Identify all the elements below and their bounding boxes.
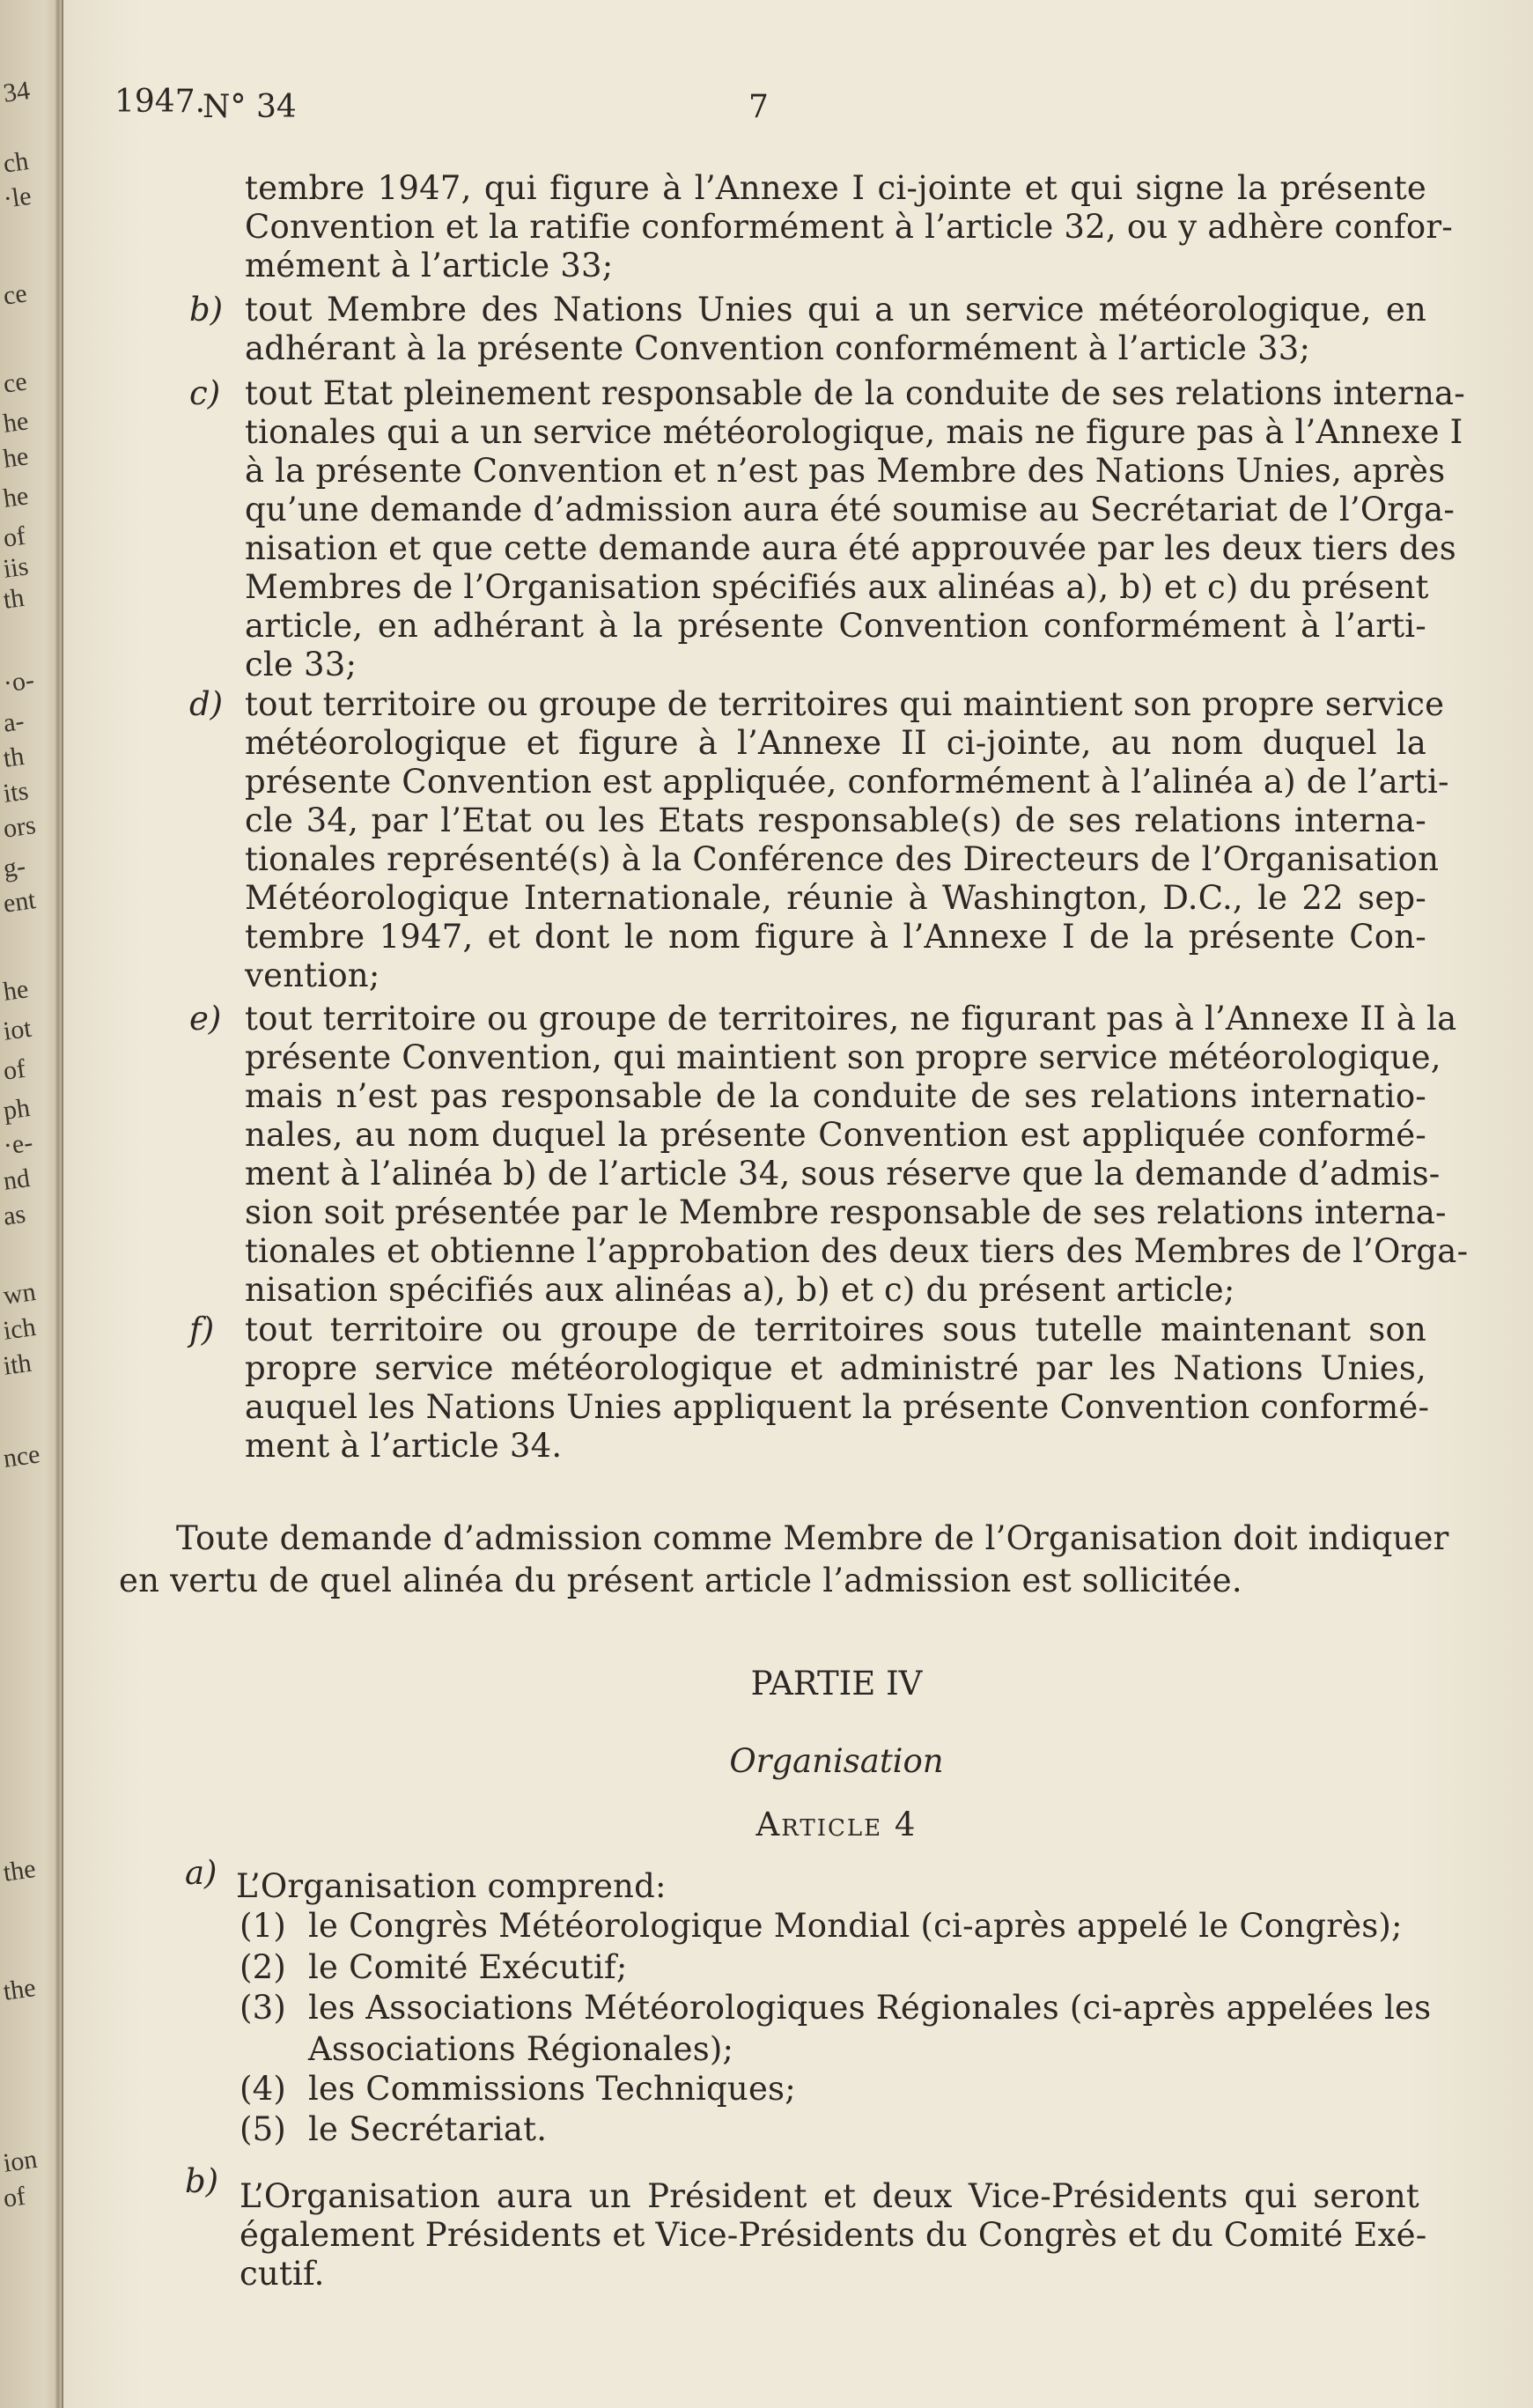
article-b-line: également Présidents et Vice-Présidents du Congrès et du Comité Exé- <box>240 2216 1427 2254</box>
article-title: Article 4 <box>755 1806 918 1843</box>
paragraph-line: ment à l’alinéa b) de l’article 34, sous réserve que la demande d’admis- <box>245 1155 1441 1193</box>
adjacent-page-gutter <box>0 0 63 2408</box>
gutter-word: he <box>1 481 31 513</box>
article-intro: L’Organisation comprend: <box>236 1867 667 1905</box>
gutter-word: he <box>1 406 31 439</box>
gutter-word: the <box>1 1854 38 1887</box>
paragraph-line: nisation spécifiés aux alinéas a), b) et c) du présent article; <box>245 1271 1235 1309</box>
gutter-word: he <box>1 441 31 474</box>
paragraph-line: adhérant à la présente Convention conformément à l’article 33; <box>245 329 1311 367</box>
paragraph-line: météorologique et figure à l’Annexe II ci-jointe, au nom duquel la <box>245 724 1426 762</box>
paragraph-line: tout territoire ou groupe de territoires, ne figurant pas à l’Annexe II à la <box>245 1000 1457 1038</box>
paragraph-line: Convention et la ratifie conformément à l’article 32, ou y adhère confor- <box>245 208 1453 246</box>
gutter-word: ent <box>1 885 38 919</box>
paragraph-line: vention; <box>245 957 380 994</box>
header-number: N° 34 <box>203 89 297 125</box>
paragraph-line: mément à l’article 33; <box>245 247 614 284</box>
item-label-f: f) <box>189 1311 215 1348</box>
closing-line: en vertu de quel alinéa du présent article l’admission est sollicitée. <box>119 1562 1242 1599</box>
paragraph-line: tout territoire ou groupe de territoires qui maintient son propre service <box>245 685 1445 723</box>
paragraph-line: Météorologique Internationale, réunie à Washington, D.C., le 22 sep- <box>245 879 1426 917</box>
list-item: les Commissions Techniques; <box>308 2070 796 2108</box>
item-label-b2: b) <box>185 2162 219 2200</box>
gutter-word: ce <box>1 366 29 399</box>
paragraph-line: tout Membre des Nations Unies qui a un service météorologique, en <box>245 291 1426 329</box>
gutter-word: nce <box>1 1439 42 1474</box>
paragraph-line: ment à l’article 34. <box>245 1427 563 1465</box>
gutter-word: ors <box>1 810 38 844</box>
paragraph-line: tembre 1947, et dont le nom figure à l’Annexe I de la présente Con- <box>245 918 1426 956</box>
list-item: Associations Régionales); <box>308 2030 734 2068</box>
paragraph-line: tionales et obtienne l’approbation des deux tiers des Membres de l’Orga- <box>245 1232 1469 1270</box>
paragraph-line: propre service météorologique et administré par les Nations Unies, <box>245 1349 1426 1387</box>
gutter-word: wn <box>1 1277 38 1311</box>
gutter-word: of <box>1 1053 27 1086</box>
paragraph-line: tout Etat pleinement responsable de la conduite de ses relations interna- <box>245 374 1465 412</box>
page-number: 7 <box>748 89 769 125</box>
part-title: PARTIE IV <box>750 1665 923 1703</box>
list-number: (2) <box>240 1948 287 1986</box>
paragraph-line: article, en adhérant à la présente Convention conformément à l’arti- <box>245 607 1426 645</box>
gutter-word: ·o- <box>1 665 36 698</box>
gutter-word: of <box>1 2181 27 2213</box>
gutter-word: the <box>1 1973 38 2006</box>
gutter-word: he <box>1 974 31 1007</box>
paragraph-line: nisation et que cette demande aura été approuvée par les deux tiers des <box>245 529 1456 567</box>
gutter-word: ·e- <box>1 1127 35 1161</box>
paragraph-line: tionales représenté(s) à la Conférence des Directeurs de l’Organisation <box>245 840 1440 878</box>
list-number: (1) <box>240 1907 287 1945</box>
gutter-word: th <box>1 741 26 773</box>
gutter-word: ch <box>1 146 31 179</box>
list-item: les Associations Météorologiques Régionales (ci-après appelées les <box>308 1989 1432 2027</box>
gutter-word: th <box>1 582 26 615</box>
gutter-word: a- <box>1 705 26 738</box>
gutter-word: ich <box>1 1312 38 1346</box>
closing-line: Toute demande d’admission comme Membre de l’Organisation doit indiquer <box>176 1519 1449 1557</box>
gutter-word: iis <box>1 551 31 584</box>
paragraph-line: auquel les Nations Unies appliquent la présente Convention conformé- <box>245 1388 1430 1426</box>
paragraph-line: qu’une demande d’admission aura été soumise au Secrétariat de l’Orga- <box>245 491 1456 528</box>
list-item: le Secrétariat. <box>308 2110 548 2148</box>
item-label-d: d) <box>189 685 224 723</box>
paragraph-line: sion soit présentée par le Membre responsable de ses relations interna- <box>245 1193 1447 1231</box>
item-label-c: c) <box>189 374 221 412</box>
gutter-word: ith <box>1 1348 33 1381</box>
gutter-word: ion <box>1 2144 40 2178</box>
page-header <box>114 84 1445 137</box>
gutter-word: ·le <box>1 181 33 214</box>
list-number: (3) <box>240 1989 287 2027</box>
list-item: le Congrès Météorologique Mondial (ci-après appelé le Congrès); <box>308 1907 1403 1945</box>
header-year: 1947. <box>114 84 206 120</box>
article-b-line: L’Organisation aura un Président et deux Vice-Présidents qui seront <box>240 2177 1419 2215</box>
paragraph-line: à la présente Convention et n’est pas Membre des Nations Unies, après <box>245 452 1446 490</box>
gutter-word: g- <box>1 851 27 883</box>
list-item: le Comité Exécutif; <box>308 1948 628 1986</box>
item-label-b: b) <box>189 291 224 329</box>
list-number: (4) <box>240 2070 287 2108</box>
part-subtitle: Organisation <box>729 1742 944 1780</box>
paragraph-line: présente Convention, qui maintient son propre service météorologique, <box>245 1038 1441 1076</box>
gutter-word: nd <box>1 1163 32 1196</box>
gutter-word: its <box>1 776 31 809</box>
gutter-word: 34 <box>1 75 32 108</box>
gutter-word: ph <box>1 1092 32 1126</box>
gutter-word: of <box>1 521 27 553</box>
article-b-line: cutif. <box>240 2255 325 2293</box>
paragraph-line: tout territoire ou groupe de territoires sous tutelle maintenant son <box>245 1311 1426 1348</box>
item-label-e: e) <box>189 1000 222 1038</box>
gutter-word: iot <box>1 1013 33 1046</box>
paragraph-line: Membres de l’Organisation spécifiés aux alinéas a), b) et c) du présent <box>245 568 1429 606</box>
gutter-word: ce <box>1 278 29 311</box>
paragraph-line: tembre 1947, qui figure à l’Annexe I ci-jointe et qui signe la présente <box>245 169 1426 207</box>
paragraph-line: mais n’est pas responsable de la conduite de ses relations internatio- <box>245 1077 1426 1115</box>
paragraph-line: cle 33; <box>245 646 357 683</box>
list-number: (5) <box>240 2110 287 2148</box>
paragraph-line: nales, au nom duquel la présente Convention est appliquée conformé- <box>245 1116 1426 1154</box>
paragraph-line: présente Convention est appliquée, conformément à l’alinéa a) de l’arti- <box>245 763 1449 801</box>
item-label-a: a) <box>185 1854 217 1892</box>
paragraph-line: tionales qui a un service météorologique, mais ne figure pas à l’Annexe I <box>245 413 1463 451</box>
gutter-word: as <box>1 1199 27 1231</box>
paragraph-line: cle 34, par l’Etat ou les Etats responsable(s) de ses relations interna- <box>245 801 1426 839</box>
